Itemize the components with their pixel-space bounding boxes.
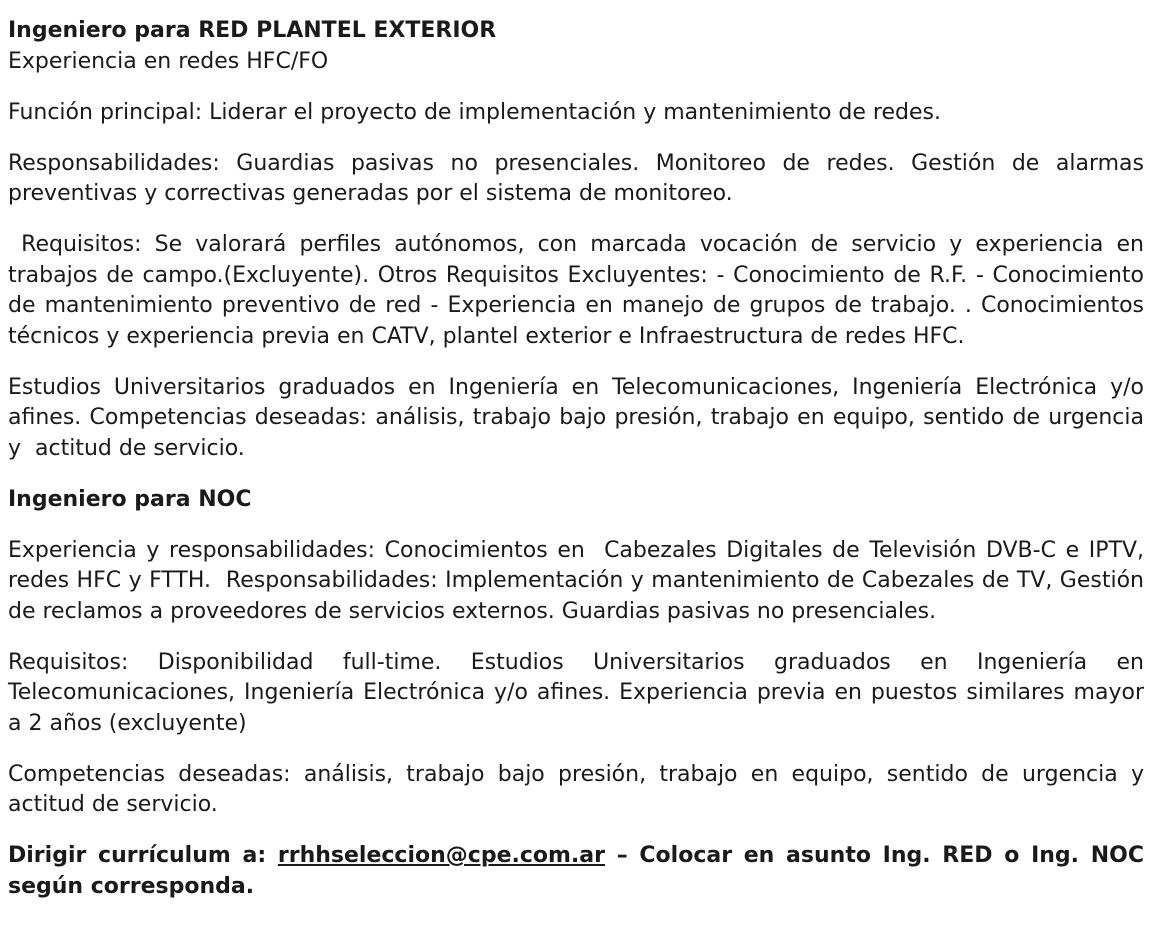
job1-estudios: Estudios Universitarios graduados en Ingeniería en Telecomunicaciones, Ingeniería Electrónica y/o afines. Competencias deseadas: análisis, trabajo bajo presión, trabajo en equipo, sentido de urgencia y actitud de servicio.	[8, 374, 1151, 461]
job1-title: Ingeniero para RED PLANTEL EXTERIOR	[8, 18, 497, 43]
job2-competencias: Competencias deseadas: análisis, trabajo bajo presión, trabajo en equipo, sentido de urgencia y actitud de servicio.	[8, 761, 1144, 817]
job2-experiencia: Experiencia y responsabilidades: Conocimientos en Cabezales Digitales de Televisión DVB-C e IPTV, redes HFC y FTTH. Responsabilidades: Implementación y mantenimiento de Cabezales de TV, Gestión de reclamos a proveedores de servicios externos. Guardias pasivas no presenciales.	[8, 537, 1151, 624]
footer-prefix: Dirigir currículum a:	[8, 843, 278, 868]
job-posting-document	[8, 16, 1151, 902]
job1-funcion: Función principal: Liderar el proyecto de implementación y mantenimiento de redes.	[8, 99, 941, 125]
footer-suffix: – Colocar en asunto Ing. RED o Ing. NOC según corresponda.	[8, 843, 1144, 899]
job2-requisitos: Requisitos: Disponibilidad full-time. Estudios Universitarios graduados en Ingeniería en Telecomunicaciones, Ingeniería Electrónica y/o afines. Experiencia previa en puestos similares mayor a 2 años (excluyente)	[8, 649, 1144, 736]
job1-subtitle: Experiencia en redes HFC/FO	[8, 48, 329, 74]
job2-title: Ingeniero para NOC	[8, 486, 252, 512]
job1-requisitos: Requisitos: Se valorará perfiles autónomos, con marcada vocación de servicio y experiencia en trabajos de campo.(Excluyente). Otros Requisitos Excluyentes: - Conocimiento de R.F. - Conocimiento de mantenimiento preventivo de red - Experiencia en manejo de grupos de trabajo. . Conocimientos técnicos y experiencia previa en CATV, plantel exterior e Infraestructura de redes HFC.	[8, 232, 1151, 349]
job1-responsabilidades: Responsabilidades: Guardias pasivas no presenciales. Monitoreo de redes. Gestión de alarmas preventivas y correctivas generadas por el sistema de monitoreo.	[8, 150, 1144, 206]
footer-instructions	[8, 841, 1144, 902]
email-link[interactable]: rrhhseleccion@cpe.com.ar	[277, 843, 605, 868]
